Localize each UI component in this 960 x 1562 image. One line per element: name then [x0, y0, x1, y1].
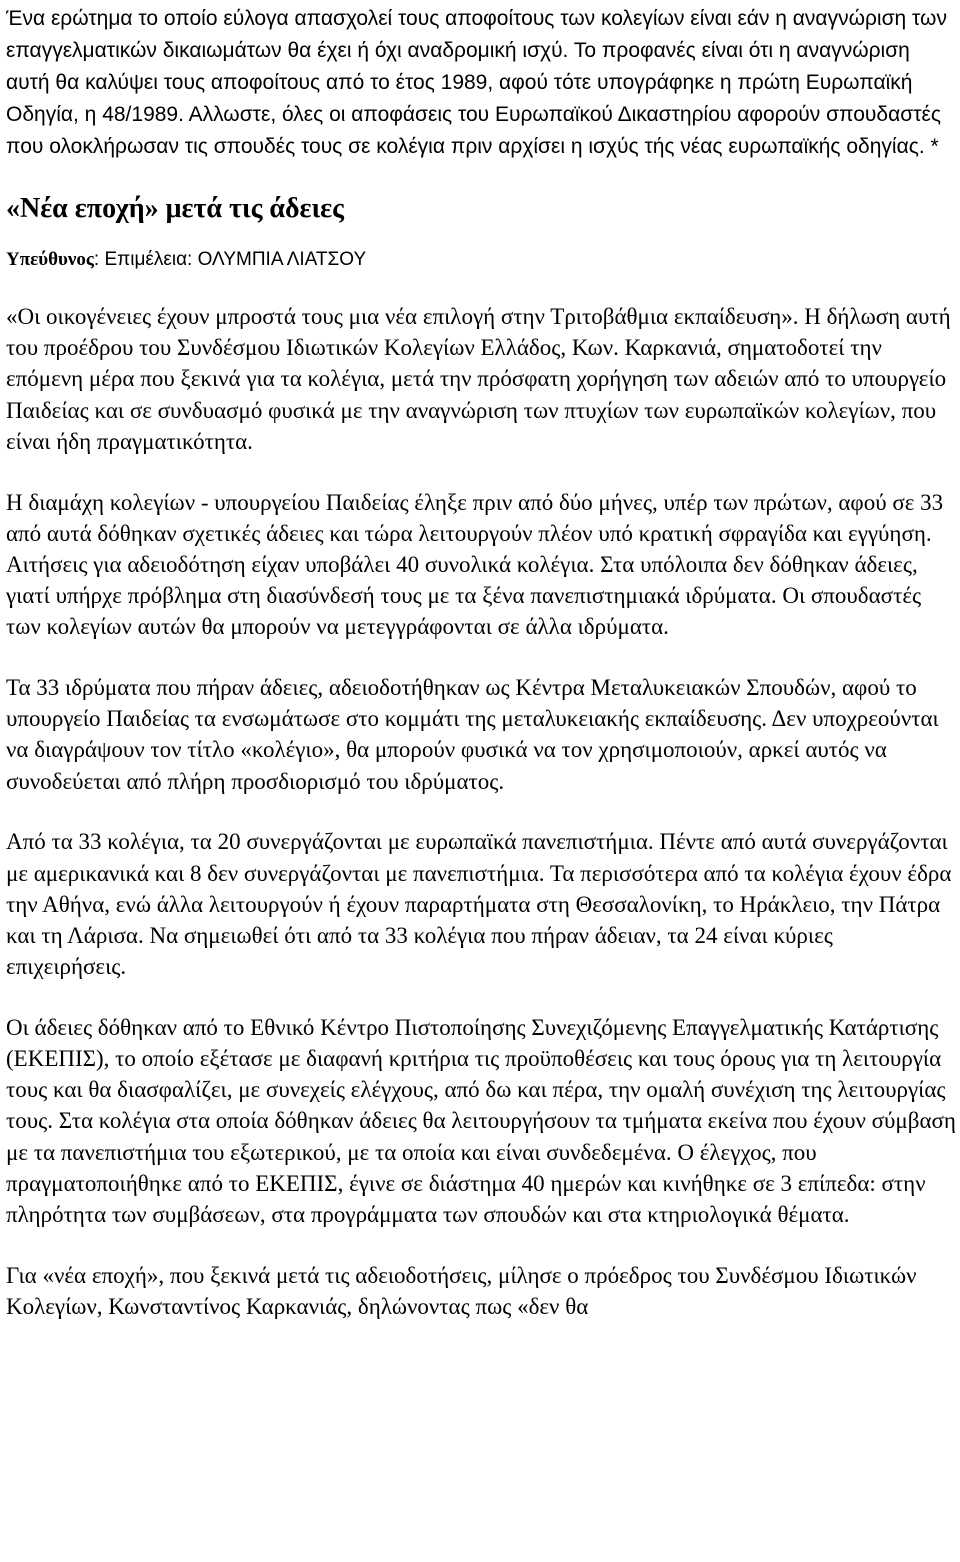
byline	[6, 247, 956, 273]
article-paragraph: Από τα 33 κολέγια, τα 20 συνεργάζονται με ευρωπαϊκά πανεπιστήμια. Πέντε από αυτά συνεργάζονται με αμερικανικά και 8 δεν συνεργάζονται με πανεπιστήμια. Τα περισσότερα από τα κολέγια έχουν έδρα την Αθήνα, ενώ άλλα λειτουργούν ή έχουν παραρτήματα στη Θεσσαλονίκη, το Ηράκλειο, την Πάτρα και τη Λάρισα. Να σημειωθεί ότι από τα 33 κολέγια που πήραν άδειαν, τα 24 είναι κύριες επιχειρήσεις.	[6, 829, 952, 980]
article-paragraph: Οι άδειες δόθηκαν από το Εθνικό Κέντρο Πιστοποίησης Συνεχιζόμενης Επαγγελματικής Κατάρτισης (ΕΚΕΠΙΣ), το οποίο εξέτασε με διαφανή κριτήρια τις προϋποθέσεις και τους όρους για τη λειτουργία τους και θα διασφαλίζει, με συνεχείς ελέγχους, από δω και πέρα, την ομαλή συνέχιση της λειτουργίας τους. Στα κολέγια στα οποία δόθηκαν άδειες θα λειτουργήσουν τα τμήματα εκείνα που έχουν σύμβαση με τα πανεπιστήμια του εξωτερικού, με τα οποία και είναι συνδεδεμένα. Ο έλεγχος, που πραγματοποιήθηκε από το ΕΚΕΠΙΣ, έγινε σε διάστημα 40 ημερών και κινήθηκε σε 3 επίπεδα: στην πληρότητα των συμβάσεων, στα προγράμματα των σπουδών και στα κτηριολογικά θέματα.	[6, 1014, 956, 1228]
article-paragraph: Τα 33 ιδρύματα που πήραν άδειες, αδειοδοτήθηκαν ως Κέντρα Μεταλυκειακών Σπουδών, αφού το υπουργείο Παιδείας τα ενσωμάτωσε στο κομμάτι της μεταλυκειακής εκπαίδευσης. Δεν υποχρεούνται να διαγράψουν τον τίτλο «κολέγιο», θα μπορούν φυσικά να τον χρησιμοποιούν, αρκεί αυτός να συνοδεύεται από πλήρη προσδιορισμό του ιδρύματος.	[6, 675, 939, 794]
byline-value: : Επιμέλεια: ΟΛΥΜΠΙΑ ΛΙΑΤΣΟΥ	[93, 249, 367, 270]
byline-label: Υπεύθυνος	[6, 249, 94, 270]
intro-paragraph: Ένα ερώτημα το οποίο εύλογα απασχολεί τους αποφοίτους των κολεγίων είναι εάν η αναγνώριση των επαγγελματικών δικαιωμάτων θα έχει ή όχι αναδρομική ισχύ. Το προφανές είναι ότι η αναγνώριση αυτή θα καλύψει τους αποφοίτους από το έτος 1989, αφού τότε υπογράφηκε η πρώτη Ευρωπαϊκή Οδηγία, η 48/1989. Αλλωστε, όλες οι αποφάσεις του Ευρωπαϊκού Δικαστηρίου αφορούν σπουδαστές που ολοκλήρωσαν τις σπουδές τους σε κολέγια πριν αρχίσει η ισχύς τής νέας ευρωπαϊκής οδηγίας. *	[6, 7, 947, 158]
article-paragraph: «Οι οικογένειες έχουν μπροστά τους μια νέα επιλογή στην Τριτοβάθμια εκπαίδευση». Η δήλωση αυτή του προέδρου του Συνδέσμου Ιδιωτικών Κολεγίων Ελλάδος, Κων. Καρκανιά, σηματοδοτεί την επόμενη μέρα που ξεκινά για τα κολέγια, μετά την πρόσφατη χορήγηση των αδειών από το υπουργείο Παιδείας και σε συνδυασμό φυσικά με την αναγνώριση των πτυχίων των ευρωπαϊκών κολεγίων, που είναι ήδη πραγματικότητα.	[6, 304, 951, 454]
article-paragraph: Η διαμάχη κολεγίων - υπουργείου Παιδείας έληξε πριν από δύο μήνες, υπέρ των πρώτων, αφού σε 33 από αυτά δόθηκαν σχετικές άδειες και τώρα λειτουργούν πλέον υπό κρατική σφραγίδα και εγγύηση. Αιτήσεις για αδειοδότηση είχαν υποβάλει 40 συνολικά κολέγια. Στα υπόλοιπα δεν δόθηκαν άδειες, γιατί υπήρχε πρόβλημα στη διασύνδεσή τους με τα ξένα πανεπιστημιακά ιδρύματα. Οι σπουδαστές των κολεγίων αυτών θα μπορούν να μετεγγράφονται σε άλλα ιδρύματα.	[6, 489, 944, 640]
article-title: «Νέα εποχή» μετά τις άδειες	[6, 193, 344, 224]
document-page	[6, 0, 956, 1322]
article-paragraph: Για «νέα εποχή», που ξεκινά μετά τις αδειοδοτήσεις, μίλησε ο πρόεδρος του Συνδέσμου Ιδιωτικών Κολεγίων, Κωνσταντίνος Καρκανιάς, δηλώνοντας πως «δεν θα	[6, 1262, 917, 1319]
